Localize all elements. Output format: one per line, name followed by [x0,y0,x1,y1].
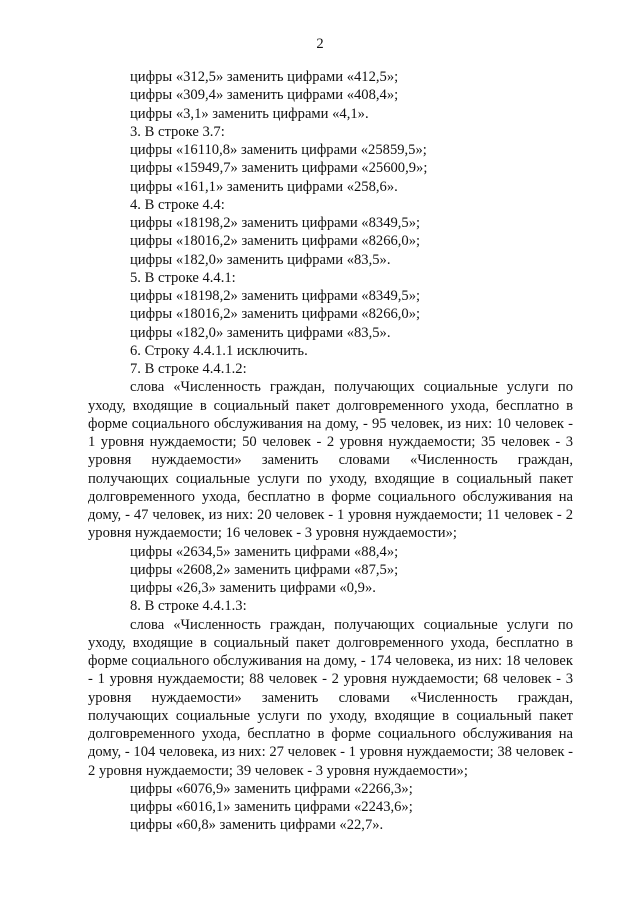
amendment-line: цифры «2608,2» заменить цифрами «87,5»; [130,561,399,578]
amendment-line: цифры «3,1» заменить цифрами «4,1». [130,105,369,122]
amendment-line: цифры «309,4» заменить цифрами «408,4»; [130,87,399,104]
section-heading-3: 3. В строке 3.7: [130,123,225,140]
amendment-line: цифры «26,3» заменить цифрами «0,9». [130,580,376,596]
amendment-line: цифры «60,8» заменить цифрами «22,7». [130,817,384,834]
amendment-line: цифры «16110,8» заменить цифрами «25859,5»; [130,142,427,158]
section-heading-7: 7. В строке 4.4.1.2: [130,361,247,377]
amendment-lines-group-3 [88,780,573,835]
amendment-line: цифры «15949,7» заменить цифрами «25600,9»; [130,160,428,177]
amendment-line: цифры «18198,2» заменить цифрами «8349,5»; [130,288,421,304]
amendment-line: цифры «312,5» заменить цифрами «412,5»; [130,69,399,85]
amendment-lines-group-2 [88,543,573,616]
replacement-paragraph-7: слова «Численность граждан, получающих социальные услуги по уходу, входящие в социальный пакет долговременного ухода, бесплатно в форме социального обслуживания на дому, - 95 человек, из них: 10 человек - 1 уровня нуждаемости; 50 человек - 2 уровня нуждаемости; 35 человек - 3 уровня нуждаемости» заменить словами «Численность граждан, получающих социальные услуги по уходу, входящие в социальный пакет долговременного ухода, бесплатно в форме социального обслуживания на дому, - 47 человек, из них: 20 человек - 1 уровня нуждаемости; 11 человек - 2 уровня нуждаемости; 16 человек - 3 уровня нуждаемости»; [88,379,573,542]
amendment-line: цифры «18016,2» заменить цифрами «8266,0»; [130,233,421,250]
section-heading-8: 8. В строке 4.4.1.3: [130,598,247,615]
amendment-line: цифры «6016,1» заменить цифрами «2243,6»; [130,799,413,815]
amendment-line: цифры «18016,2» заменить цифрами «8266,0»; [130,306,421,323]
section-heading-5: 5. В строке 4.4.1: [130,269,236,286]
section-heading-4: 4. В строке 4.4: [130,196,225,213]
amendment-line: цифры «2634,5» заменить цифрами «88,4»; [130,543,399,560]
section-heading-6: 6. Строку 4.4.1.1 исключить. [130,342,308,359]
page-number: 2 [316,36,324,52]
document-body [88,68,573,835]
amendment-line: цифры «161,1» заменить цифрами «258,6». [130,178,398,195]
amendment-line: цифры «182,0» заменить цифрами «83,5». [130,324,391,341]
amendment-line: цифры «182,0» заменить цифрами «83,5». [130,251,391,268]
replacement-paragraph-8: слова «Численность граждан, получающих социальные услуги по уходу, входящие в социальный пакет долговременного ухода, бесплатно в форме социального обслуживания на дому, - 174 человека, из них: 18 человек - 1 уровня нуждаемости; 88 человек - 2 уровня нуждаемости; 68 человек - 3 уровня нуждаемости» заменить словами «Численность граждан, получающих социальные услуги по уходу, входящие в социальный пакет долговременного ухода, бесплатно в форме социального обслуживания на дому, - 104 человека, из них: 27 человек - 1 уровня нуждаемости; 38 человек - 2 уровня нуждаемости; 39 человек - 3 уровня нуждаемости»; [88,616,573,779]
amendment-lines-group-1 [88,68,573,378]
amendment-line: цифры «18198,2» заменить цифрами «8349,5»; [130,215,421,231]
amendment-line: цифры «6076,9» заменить цифрами «2266,3»; [130,780,413,797]
